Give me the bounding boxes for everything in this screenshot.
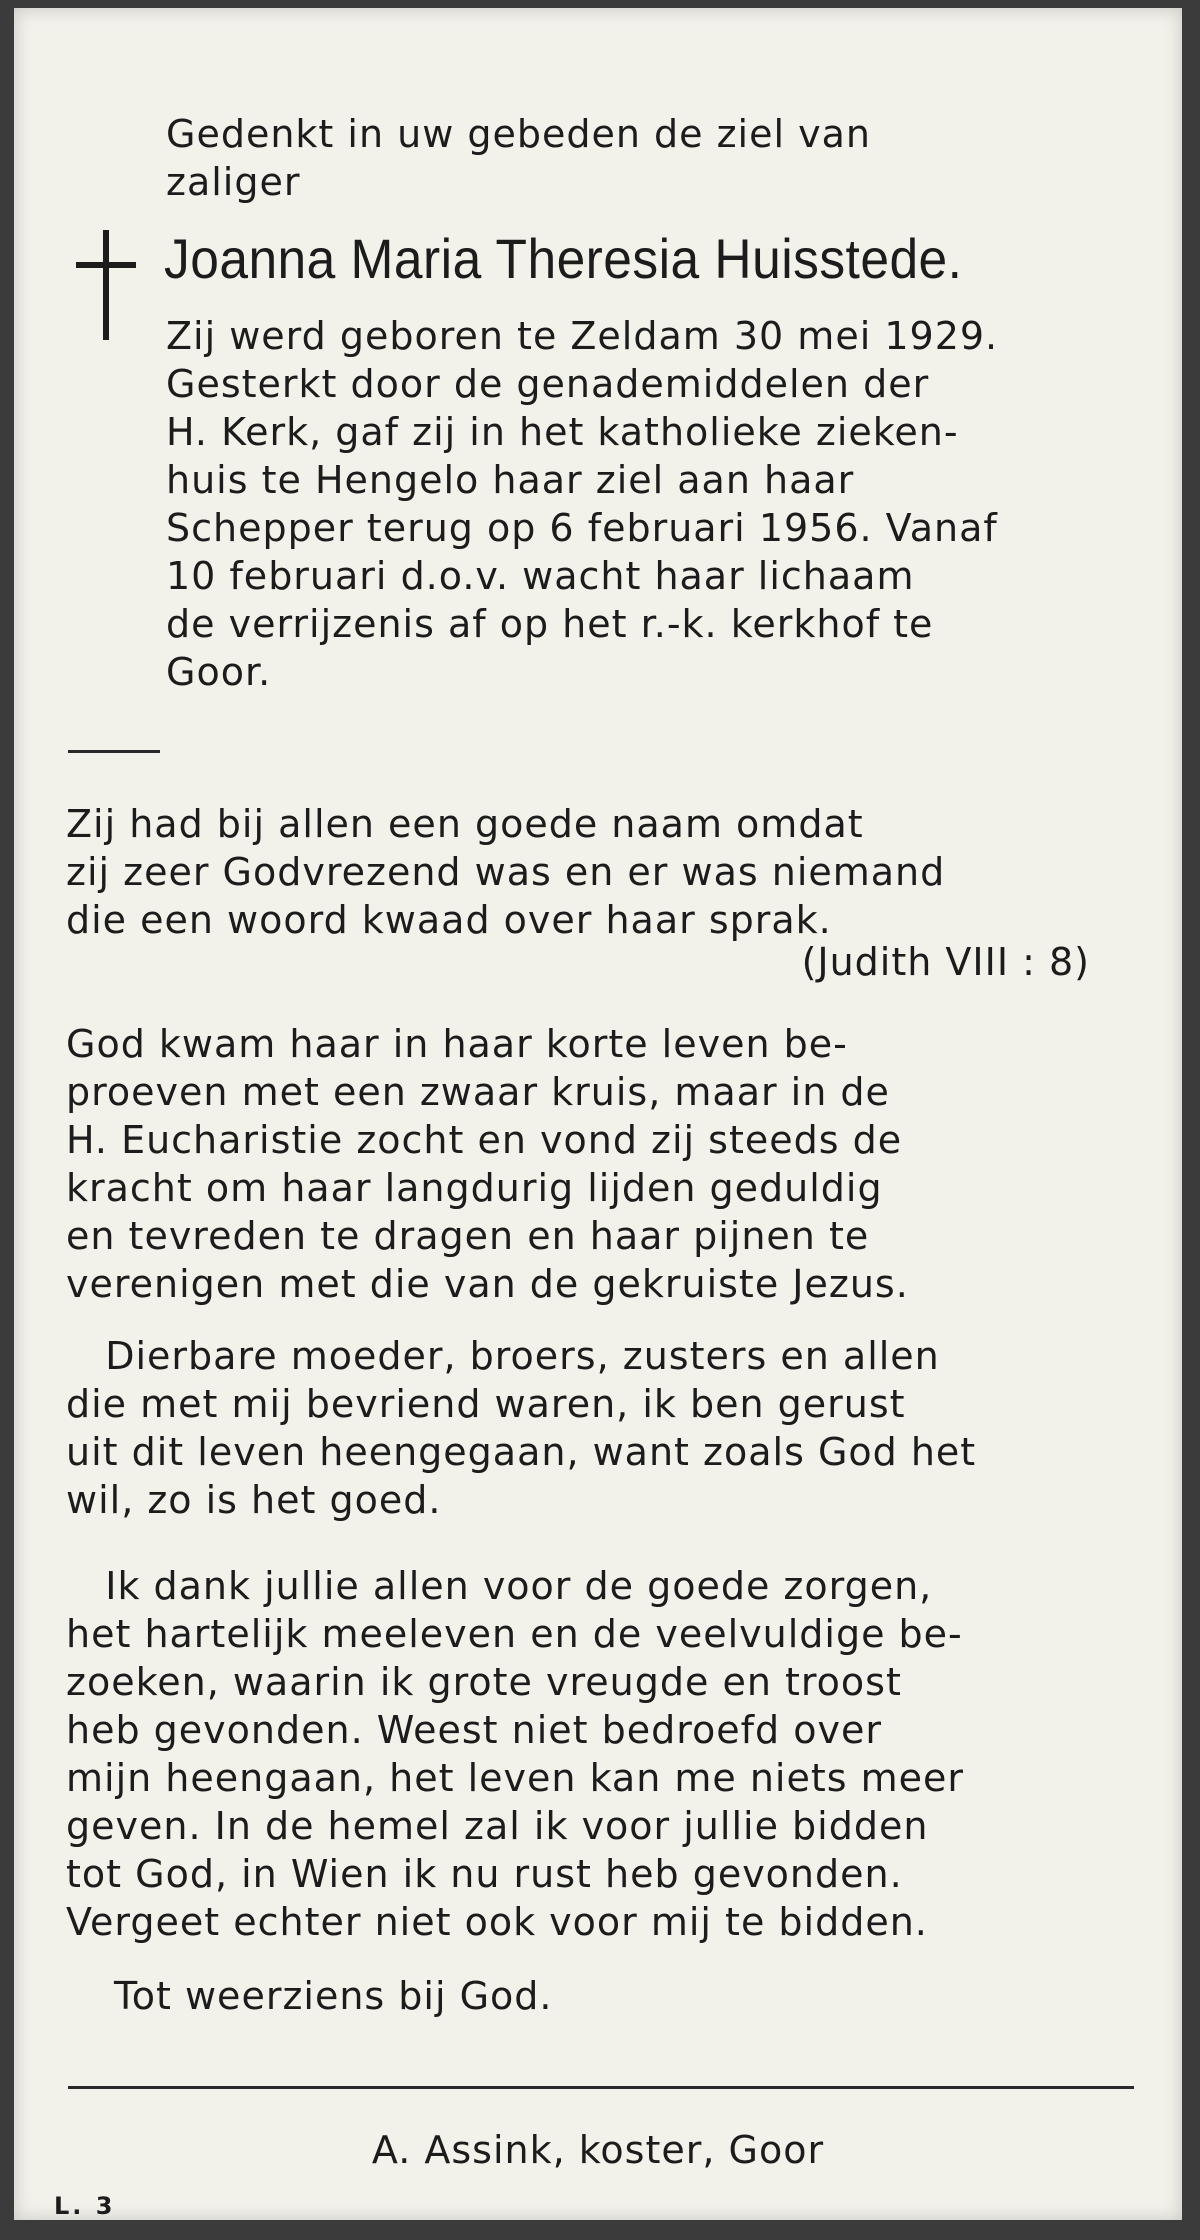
memorial-card xyxy=(14,8,1182,2220)
paragraph-closing: Tot weerziens bij God. xyxy=(114,1974,553,2018)
header-text: Gedenkt in uw gebeden de ziel van zaliger xyxy=(166,112,871,204)
paragraph-thanks: Ik dank jullie allen voor de goede zorgen, het hartelijk meeleven en de veelvuldige be- zoeken, waarin ik grote vreugde en troost heb gevonden. Weest niet bedroefd over mijn heengaan, het leven kan me niets meer geven. In de hemel zal ik voor jullie bidden tot God, in Wien ik nu rust heb gevonden. Vergeet echter niet ook voor mij te bidden. xyxy=(66,1564,965,1944)
cross-icon xyxy=(76,230,136,340)
paragraph-farewell: Dierbare moeder, broers, zusters en allen die met mij bevriend waren, ik ben gerust uit dit leven heengegaan, want zoals God het wil, zo is het goed. xyxy=(66,1334,977,1522)
printer-credit: A. Assink, koster, Goor xyxy=(371,2128,825,2172)
paragraph-suffering: God kwam haar in haar korte leven be- proeven met een zwaar kruis, maar in de H. Eucharistie zocht en vond zij steeds de kracht om haar langdurig lijden geduldig en tevreden te dragen en haar pijnen te verenigen met die van de gekruiste Jezus. xyxy=(66,1022,909,1306)
deceased-name: Joanna Maria Theresia Huisstede. xyxy=(164,227,963,290)
divider-long xyxy=(68,2086,1134,2089)
divider-short xyxy=(68,750,160,753)
quote-citation: (Judith VIII : 8) xyxy=(801,940,1090,984)
card-code: L. 3 xyxy=(54,2192,116,2220)
scripture-quote: Zij had bij allen een goede naam omdat zij zeer Godvrezend was en er was niemand die een woord kwaad over haar sprak. xyxy=(66,802,946,942)
biography-text: Zij werd geboren te Zeldam 30 mei 1929. Gesterkt door de genademiddelen der H. Kerk, gaf zij in het katholieke zieken- huis te Hengelo haar ziel aan haar Schepper terug op 6 februari 1956. Vanaf 10 februari d.o.v. wacht haar lichaam de verrijzenis af op het r.-k. kerkhof te Goor. xyxy=(166,314,999,694)
